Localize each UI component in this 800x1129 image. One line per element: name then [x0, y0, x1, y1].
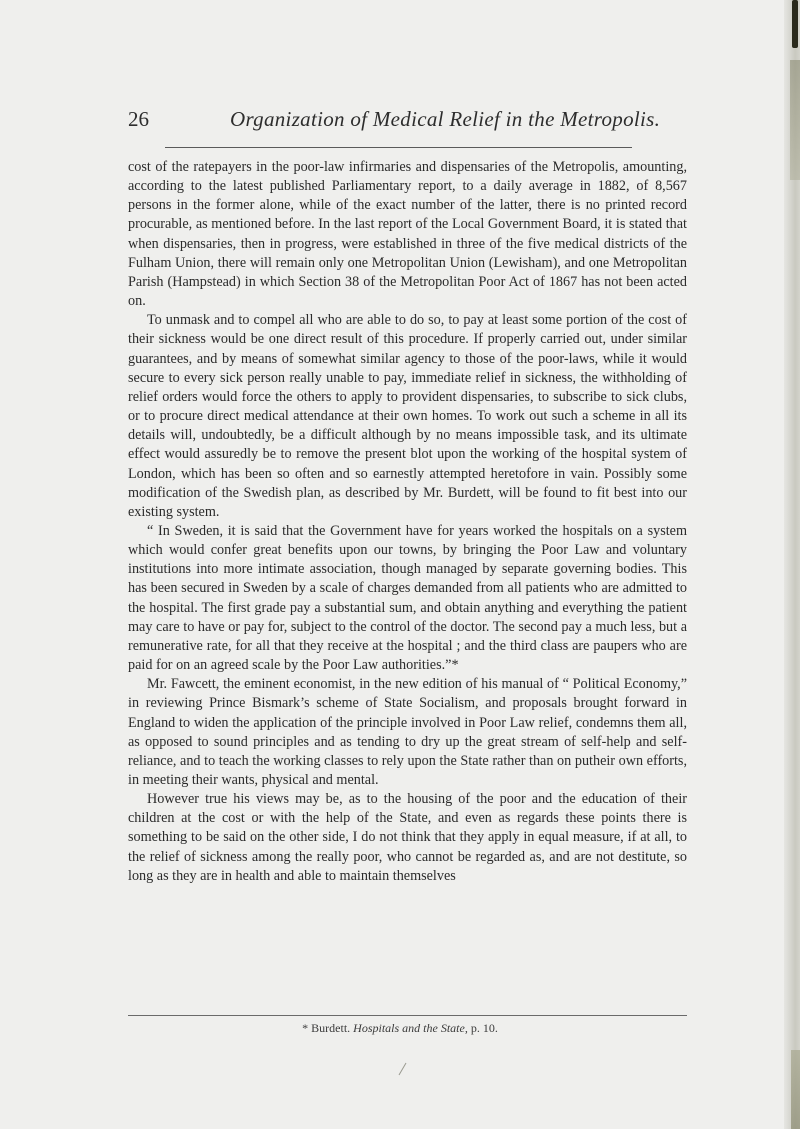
page-header — [128, 107, 688, 137]
footnote-work-title: Hospitals and the State, — [353, 1021, 468, 1035]
running-title: Organization of Medical Relief in the Metropolis. — [230, 107, 661, 131]
paragraph: To unmask and to compel all who are able to do so, to pay at least some portion of the cost of their sickness would be one direct result of this procedure. If properly carried out, under similar guarantees, and by means of somewhat similar agency to those of the poor-laws, while it would secure to every sick person really unable to pay, immediate relief in sickness, the withholding of relief orders would force the others to apply to provident dispensaries, to subscribe to sick clubs, or to procure direct medical attendance at their own homes. To work out such a scheme in all its details will, undoubtedly, be a difficult although by no means impossible task, and its ultimate effect would assuredly be to remove the present blot upon the working of the hospital system of London, which has been so often and so earnestly attempted heretofore in vain. Possibly some modification of the Swedish plan, as described by Mr. Burdett, will be found to fit best into our existing system. — [128, 312, 687, 520]
footnote-author: Burdett. — [311, 1021, 351, 1035]
header-rule — [165, 147, 632, 148]
body-text — [128, 158, 687, 886]
page-number: 26 — [128, 107, 149, 131]
pencil-tick-mark — [398, 1062, 407, 1076]
page-edge-shadow — [784, 0, 800, 1129]
page-edge-stain — [791, 1050, 800, 1129]
paragraph: Mr. Fawcett, the eminent economist, in the new edition of his manual of “ Political Economy,” in reviewing Prince Bismark’s scheme of State Socialism, and proposals brought forward in England to widen the application of the principle involved in Poor Law relief, condemns them all, as opposed to sound principles and as tending to dry up the great stream of self-help and self-reliance, and to teach the working classes to rely upon the State rather than on putheir own efforts, in meeting their wants, physical and mental. — [128, 676, 687, 788]
paragraph: However true his views may be, as to the housing of the poor and the education of their children at the cost or with the help of the State, and even as regards these points there is something to be said on the other side, I do not think that they apply in equal measure, if at all, to the relief of sickness among the really poor, who cannot be regarded as, and are not destitute, so long as they are in health and able to maintain themselves — [128, 791, 687, 884]
paragraph-continued: cost of the ratepayers in the poor-law infirmaries and dispensaries of the Metropolis, amounting, according to the latest published Parliamentary report, to a daily average in 1882, of 8,567 persons in the former alone, while of the exact number of the latter, there is no printed record procurable, as mentioned before. In the last report of the Local Government Board, it is stated that when dispensaries, then in progress, were established in three of the five medical districts of the Fulham Union, there will remain only one Metropolitan Union (Lewisham), and one Metropolitan Parish (Hampstead) in which Section 38 of the Metropolitan Poor Act of 1867 has not been acted on. — [128, 159, 687, 310]
footnote-marker: * — [302, 1021, 309, 1035]
footnote-rule — [128, 1015, 687, 1016]
page-edge-stain — [790, 60, 800, 180]
paragraph-quotation: “ In Sweden, it is said that the Government have for years worked the hospitals on a system which would confer great benefits upon our towns, by bringing the Poor Law and voluntary institutions into more intimate association, though managed by separate governing bodies. This has been secured in Sweden by a scale of charges demanded from all patients who are admitted to the hospital. The first grade pay a substantial sum, and obtain anything and everything the patient may care to have or pay for, subject to the control of the doctor. The second pay a much less, but a remunerative rate, for all that they receive at the hospital ; and the third class are paupers who are paid for on an agreed scale by the Poor Law authorities.”* — [128, 522, 687, 674]
footnote-page: p. 10. — [470, 1021, 498, 1035]
page-edge-mark — [792, 0, 798, 48]
footnote — [0, 1021, 800, 1036]
